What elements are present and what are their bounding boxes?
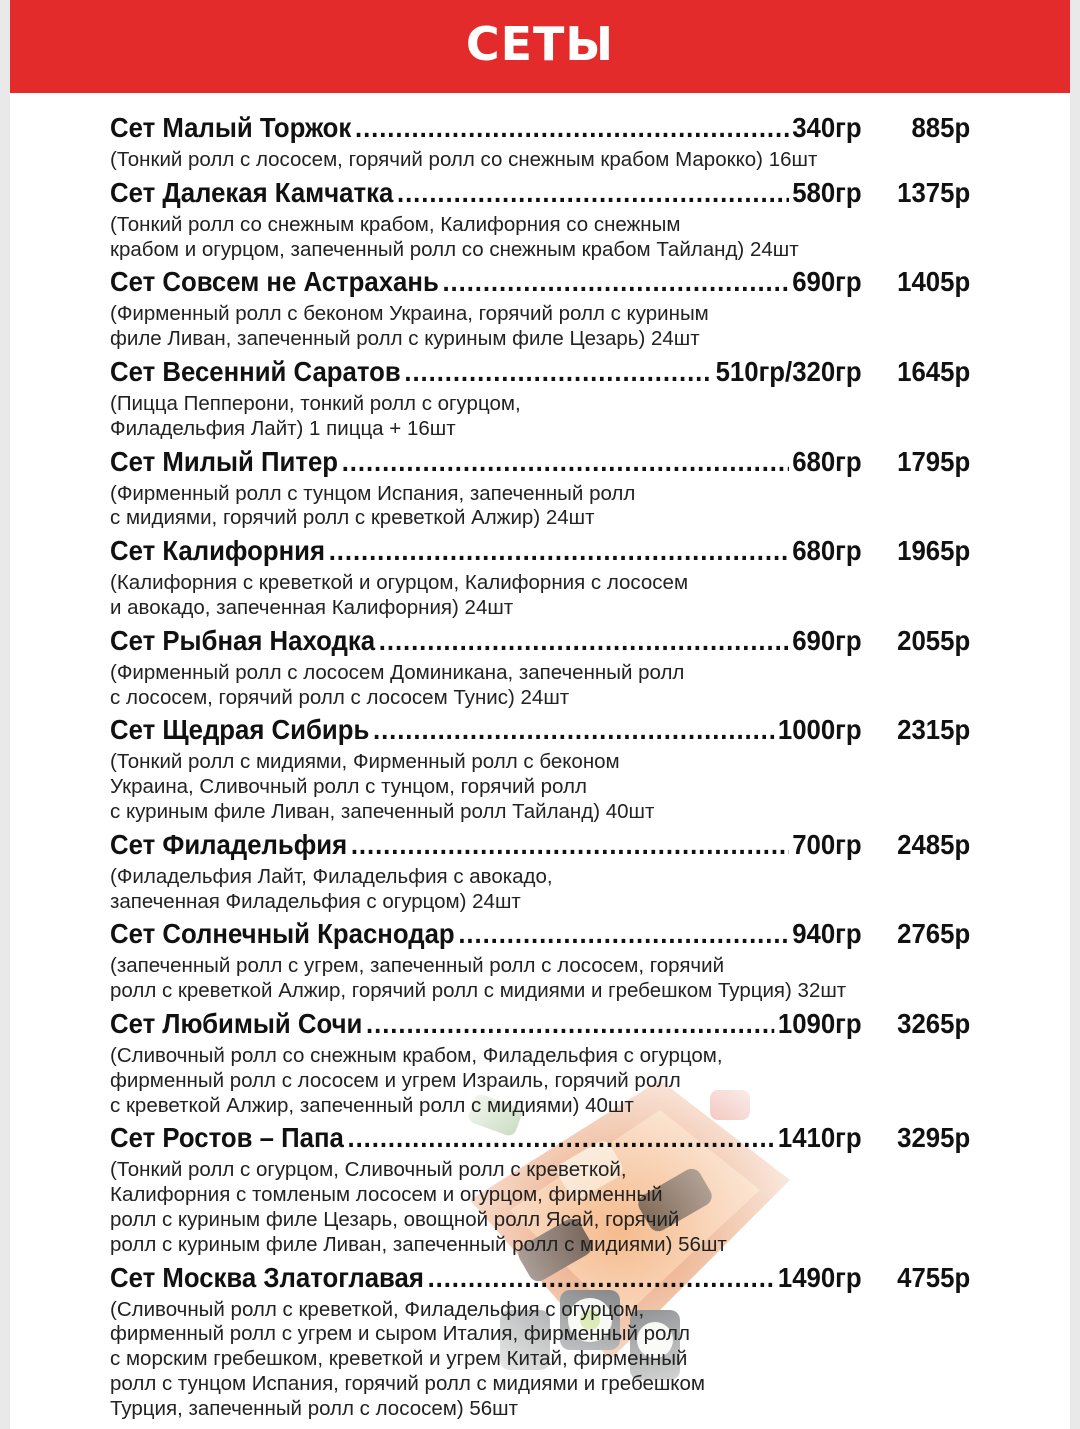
dot-leader [379, 621, 789, 661]
set-price: 1795р [897, 445, 971, 477]
list-item [110, 531, 970, 621]
set-price: 3265р [897, 1007, 971, 1039]
list-item [110, 108, 970, 173]
set-price: 2765р [897, 918, 971, 950]
list-item [110, 1004, 970, 1118]
set-title-row [110, 710, 970, 750]
list-item [110, 1258, 970, 1422]
list-item [110, 352, 970, 442]
set-name: Сет Совсем не Астрахань [110, 266, 439, 298]
set-weight: 680гр [792, 445, 862, 477]
set-name: Сет Любимый Сочи [110, 1007, 363, 1039]
set-description: (Филадельфия Лайт, Филадельфия с авокадо, запеченная Филадельфия с огурцом) 24шт [110, 864, 553, 913]
set-title-row [110, 262, 970, 302]
set-description: (запеченный ролл с угрем, запеченный ролл с лососем, горячий ролл с креветкой Алжир, горячий ролл с мидиями и гребешком Турция) 32шт [110, 954, 847, 1003]
set-name: Сет Филадельфия [110, 828, 348, 860]
dot-leader [404, 352, 712, 392]
dot-leader [355, 108, 789, 148]
set-name: Сет Москва Златоглавая [110, 1261, 424, 1293]
set-title-row [110, 825, 970, 865]
set-weight: 700гр [792, 828, 862, 860]
set-price: 2315р [897, 714, 971, 746]
dot-leader [342, 442, 789, 482]
set-title-row [110, 442, 970, 482]
dot-leader [351, 825, 789, 865]
sets-list [110, 108, 970, 1422]
set-weight: 690гр [792, 266, 862, 298]
set-name: Сет Малый Торжок [110, 112, 352, 143]
set-title-row [110, 914, 970, 954]
set-weight: 1000гр [777, 714, 862, 746]
set-title-row [110, 531, 970, 571]
set-price: 1375р [897, 176, 971, 208]
set-description: (Тонкий ролл с огурцом, Сливочный ролл с креветкой, Калифорния с томленым лососем и огурцом, фирменный ролл с куриным филе Цезарь, овощной ролл Ясай, горячий ролл с куриным филе Ливан, запеченный ролл с мидиями) 56шт [110, 1158, 727, 1256]
set-description: (Калифорния с креветкой и огурцом, Калифорния с лососем и авокадо, запеченная Калифорния) 24шт [110, 571, 689, 619]
set-description: (Фирменный ролл с беконом Украина, горячий ролл с куриным филе Ливан, запеченный ролл с куриным филе Цезарь) 24шт [110, 302, 709, 351]
set-description: (Тонкий ролл с лососем, горячий ролл со снежным крабом Марокко) 16шт [110, 148, 818, 171]
set-price: 1965р [897, 535, 971, 567]
set-description: (Сливочный ролл со снежным крабом, Филадельфия с огурцом, фирменный ролл с лососем и угрем Израиль, горячий ролл с креветкой Алжир, запеченный ролл с мидиями) 40шт [110, 1043, 723, 1117]
set-title-row [110, 173, 970, 213]
set-price: 1645р [897, 355, 971, 387]
dot-leader [348, 1118, 775, 1158]
header-banner [10, 0, 1070, 93]
set-title-row [110, 1118, 970, 1158]
set-weight: 940гр [792, 918, 862, 950]
set-name: Сет Калифорния [110, 535, 326, 567]
set-name: Сет Ростов – Папа [110, 1122, 344, 1154]
list-item [110, 621, 970, 711]
set-name: Сет Милый Питер [110, 445, 339, 477]
set-name: Сет Далекая Камчатка [110, 176, 394, 208]
set-weight: 1090гр [777, 1007, 862, 1039]
set-title-row [110, 352, 970, 392]
set-price: 2055р [897, 624, 971, 656]
set-description: (Пицца Пепперони, тонкий ролл с огурцом, Филадельфия Лайт) 1 пицца + 16шт [110, 391, 521, 440]
set-weight: 680гр [792, 535, 862, 567]
dot-leader [458, 914, 788, 954]
set-weight: 510гр/320гр [715, 355, 862, 387]
list-item [110, 914, 970, 1004]
set-name: Сет Щедрая Сибирь [110, 714, 370, 746]
dot-leader [442, 262, 788, 302]
set-description: (Сливочный ролл с креветкой, Филадельфия с огурцом, фирменный ролл с угрем и сыром Италия, фирменный ролл с морским гребешком, креветкой и угрем Китай, фирменный ролл с тунцом Испания, горячий ролл с мидиями и гребешком Турция, запеченный ролл с лососем) 56шт [110, 1297, 706, 1420]
dot-leader [397, 173, 788, 213]
set-price: 3295р [897, 1122, 971, 1154]
list-item [110, 173, 970, 263]
list-item [110, 710, 970, 824]
dot-leader [373, 710, 774, 750]
set-description: (Тонкий ролл со снежным крабом, Калифорния со снежным крабом и огурцом, запеченный ролл со снежным крабом Тайланд) 24шт [110, 212, 799, 261]
set-description: (Фирменный ролл с тунцом Испания, запеченный ролл с мидиями, горячий ролл с креветкой Алжир) 24шт [110, 481, 636, 530]
list-item [110, 825, 970, 915]
dot-leader [366, 1004, 774, 1044]
set-title-row [110, 1258, 970, 1298]
set-price: 4755р [897, 1261, 971, 1293]
set-price: 1405р [897, 266, 971, 298]
set-title-row [110, 1004, 970, 1044]
set-price: 2485р [897, 828, 971, 860]
list-item [110, 1118, 970, 1257]
page-title: СЕТЫ [465, 16, 615, 71]
menu-page [10, 0, 1070, 1429]
set-title-row [110, 108, 970, 148]
set-weight: 690гр [792, 624, 862, 656]
set-name: Сет Весенний Саратов [110, 355, 401, 387]
set-weight: 1490гр [777, 1261, 862, 1293]
list-item [110, 262, 970, 352]
list-item [110, 442, 970, 532]
set-price: 885р [911, 112, 971, 143]
set-title-row [110, 621, 970, 661]
dot-leader [329, 531, 789, 571]
set-description: (Фирменный ролл с лососем Доминикана, запеченный ролл с лососем, горячий ролл с лососем Тунис) 24шт [110, 660, 685, 709]
set-weight: 580гр [792, 176, 862, 208]
set-name: Сет Солнечный Краснодар [110, 918, 455, 950]
set-weight: 1410гр [777, 1122, 862, 1154]
dot-leader [428, 1258, 775, 1298]
set-name: Сет Рыбная Находка [110, 624, 376, 656]
set-weight: 340гр [792, 112, 862, 143]
set-description: (Тонкий ролл с мидиями, Фирменный ролл с беконом Украина, Сливочный ролл с тунцом, горячий ролл с куриным филе Ливан, запеченный ролл Тайланд) 40шт [110, 750, 655, 823]
